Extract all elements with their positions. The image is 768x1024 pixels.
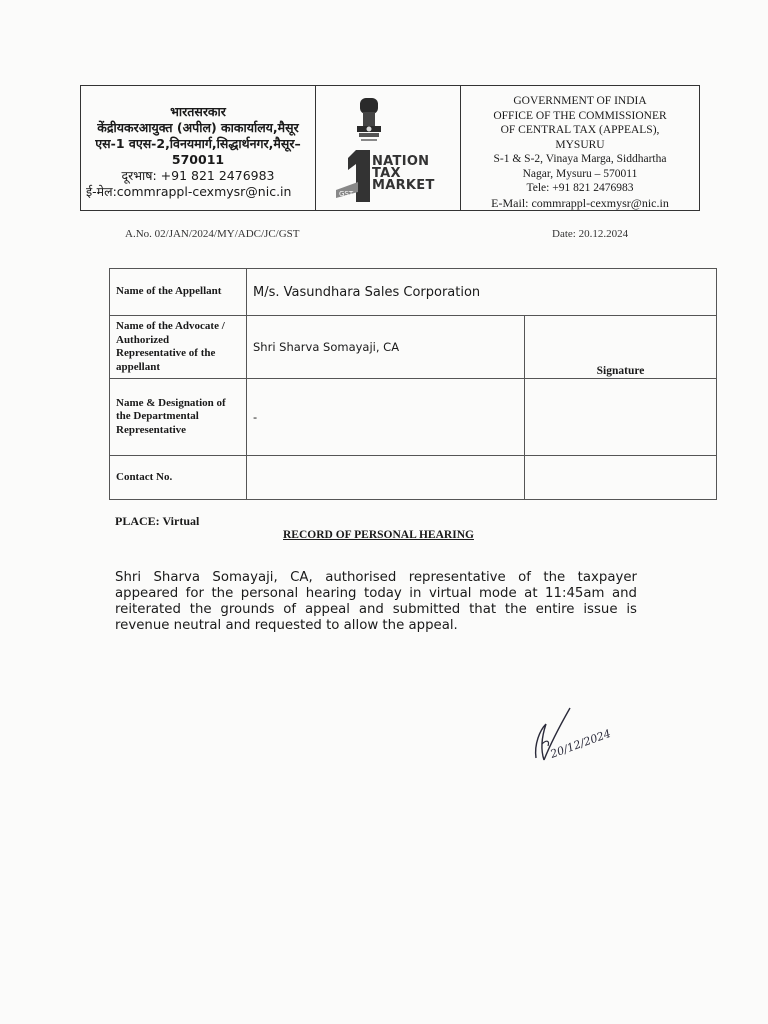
gst-badge: GST — [339, 190, 354, 198]
logo-line-2: TAX — [372, 166, 401, 181]
handwritten-signature — [528, 700, 638, 770]
contact-label: Contact No. — [110, 456, 247, 500]
letterhead-hindi — [81, 86, 316, 210]
hearing-record-text: Shri Sharva Somayaji, CA, authorised representative of the taxpayer appeared for the personal hearing today in virtual mode at 11:45am and reiterated the grounds of appeal and submitted that the entire issue is revenue neutral and requested to allow the appeal. — [115, 570, 637, 633]
contact-extra-cell — [525, 456, 717, 500]
table-row — [110, 456, 717, 500]
gst-one-logo-icon — [336, 148, 372, 204]
nation-tax-market-logo — [372, 156, 435, 192]
hindi-line-1: भारतसरकार — [170, 104, 226, 119]
english-line-5: S-1 & S-2, Vinaya Marga, Siddhartha — [493, 153, 667, 165]
letterhead-logo — [316, 86, 461, 210]
english-line-3: OF CENTRAL TAX (APPEALS), — [500, 124, 660, 136]
logo-line-1: NATION — [372, 154, 430, 169]
place-label: PLACE: Virtual — [115, 514, 200, 528]
dept-rep-label: Name & Designation of the Departmental Representative — [110, 379, 247, 456]
signature-label: Signature — [525, 316, 717, 379]
advocate-value: Shri Sharva Somayaji, CA — [247, 316, 525, 379]
contact-value-cell — [247, 456, 525, 500]
document-title: RECORD OF PERSONAL HEARING — [283, 529, 474, 541]
hindi-line-3: एस-1 वएस-2,विनयमार्ग,सिद्धार्थनगर,मैसूर– — [95, 136, 301, 151]
appellant-value: M/s. Vasundhara Sales Corporation — [247, 269, 717, 316]
table-row — [110, 316, 717, 379]
english-line-6: Nagar, Mysuru – 570011 — [522, 167, 638, 180]
logo-line-3: MARKET — [372, 178, 435, 193]
english-line-7: Tele: +91 821 2476983 — [526, 182, 634, 194]
national-emblem-icon — [354, 96, 384, 148]
english-line-4: MYSURU — [555, 138, 605, 151]
document-date: Date: 20.12.2024 — [552, 228, 629, 240]
table-row — [110, 379, 717, 456]
advocate-label: Name of the Advocate / Authorized Representative of the appellant — [110, 316, 247, 379]
appellant-label: Name of the Appellant — [110, 269, 247, 316]
appeal-number: A.No. 02/JAN/2024/MY/ADC/JC/GST — [125, 228, 300, 240]
english-line-8: E-Mail: commrappl-cexmysr@nic.in — [491, 195, 669, 210]
signature-date: 20/12/2024 — [548, 726, 613, 761]
letterhead-english — [461, 86, 699, 210]
hindi-line-6: ई-मेल:commrappl-cexmysr@nic.in — [86, 184, 292, 199]
dept-rep-value: - — [247, 379, 525, 456]
letterhead — [80, 85, 700, 211]
english-line-1: GOVERNMENT OF INDIA — [513, 95, 647, 107]
table-row — [110, 269, 717, 316]
hearing-details-table — [109, 268, 717, 500]
dept-rep-signature-cell — [525, 379, 717, 456]
hindi-line-5: दूरभाष: +91 821 2476983 — [121, 168, 275, 183]
hindi-line-4: 570011 — [171, 152, 225, 167]
english-line-2: OFFICE OF THE COMMISSIONER — [493, 109, 667, 122]
hindi-line-2: केंद्रीयकरआयुक्त (अपील) काकार्यालय,मैसूर — [97, 120, 299, 135]
